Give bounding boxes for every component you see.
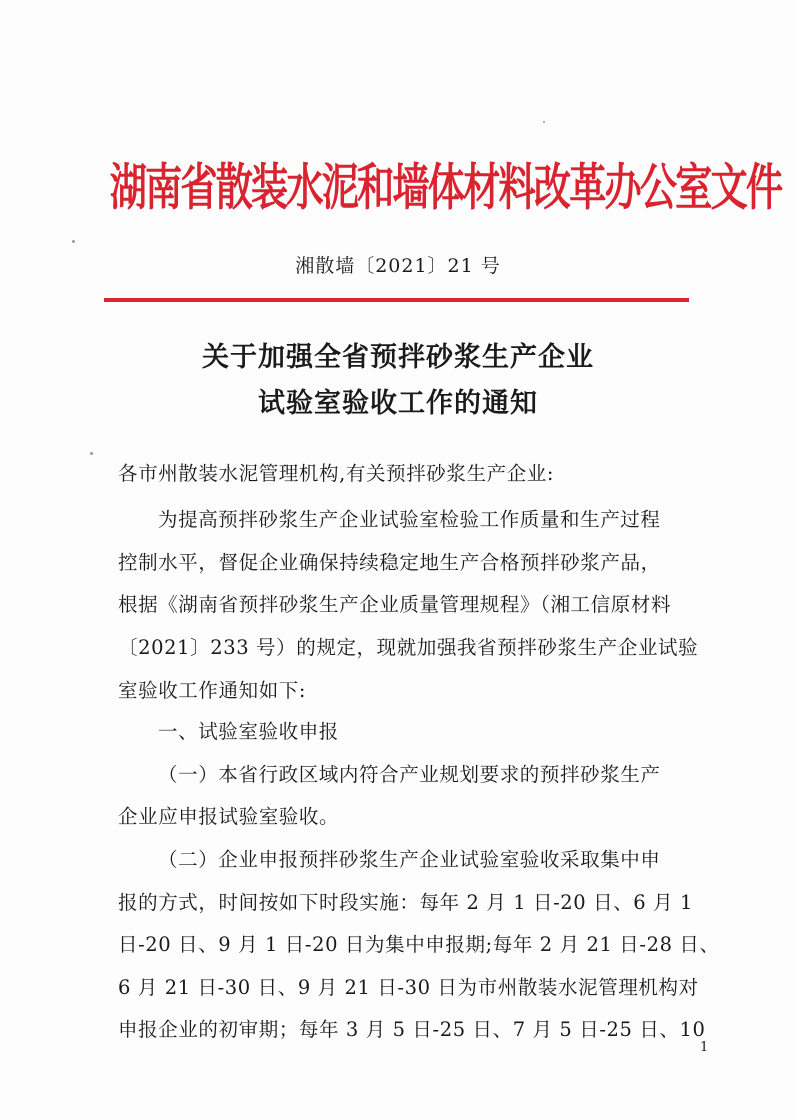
body-line: 〔2021〕233 号）的规定，现就加强我省预拌砂浆生产企业试验 xyxy=(118,636,699,659)
notice-title-line-1: 关于加强全省预拌砂浆生产企业 xyxy=(202,342,594,373)
body-line: 日-20 日、9 月 1 日-20 日为集中申报期;每年 2 月 21 日-28 日、 xyxy=(118,933,720,956)
body-line: 企业应申报试验室验收。 xyxy=(118,805,340,828)
body-line: （二）企业申报预拌砂浆生产企业试验室验收采取集中申 xyxy=(158,848,661,871)
body-line: 室验收工作通知如下: xyxy=(118,679,307,702)
body-line: 6 月 21 日-30 日、9 月 21 日-30 日为市州散装水泥管理机构对 xyxy=(118,976,699,999)
body-line: 根据《湖南省预拌砂浆生产企业质量管理规程》（湘工信原材料 xyxy=(118,593,672,616)
scan-speck xyxy=(90,452,93,455)
section-heading: 一、试验室验收申报 xyxy=(158,720,339,743)
document-number: 湘散墙〔2021〕21 号 xyxy=(295,255,501,277)
scan-speck xyxy=(543,121,545,123)
scan-speck xyxy=(72,240,75,243)
body-line: 申报企业的初审期；每年 3 月 5 日-25 日、7 月 5 日-25 日、10 xyxy=(118,1018,706,1041)
red-separator-line xyxy=(104,298,689,302)
page-number: 1 xyxy=(700,1040,709,1055)
body-line: 报的方式，时间按如下时段实施：每年 2 月 1 日-20 日、6 月 1 xyxy=(118,891,694,914)
body-line: 为提高预拌砂浆生产企业试验室检验工作质量和生产过程 xyxy=(158,508,661,531)
notice-title-line-2: 试验室验收工作的通知 xyxy=(258,388,538,419)
issuing-office-header: 湖南省散装水泥和墙体材料改革办公室文件 xyxy=(109,158,782,217)
body-line: （一）本省行政区域内符合产业规划要求的预拌砂浆生产 xyxy=(158,763,661,786)
salutation: 各市州散装水泥管理机构,有关预拌砂浆生产企业: xyxy=(118,462,555,485)
body-line: 控制水平，督促企业确保持续稳定地生产合格预拌砂浆产品， xyxy=(118,551,661,574)
